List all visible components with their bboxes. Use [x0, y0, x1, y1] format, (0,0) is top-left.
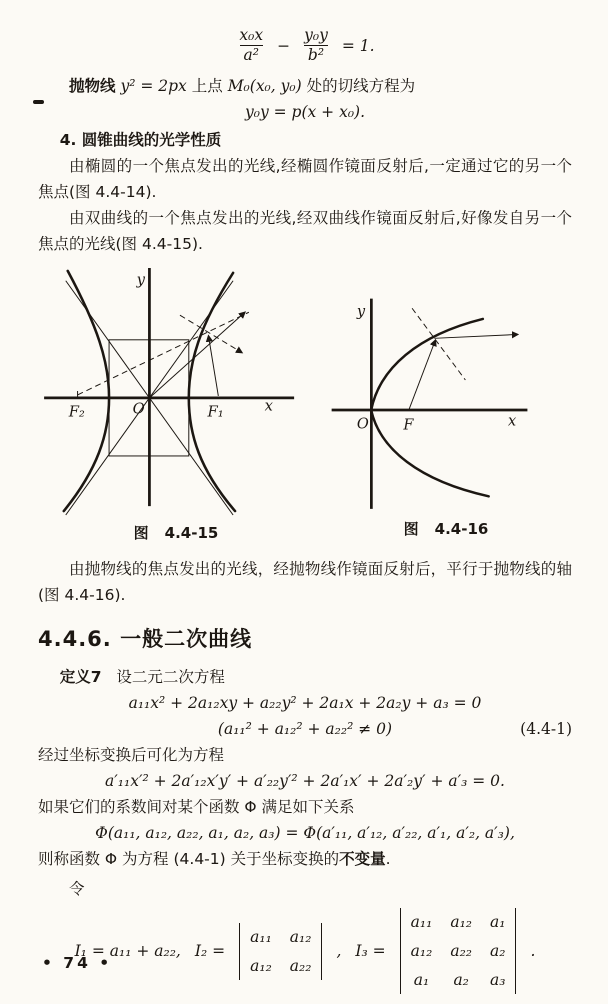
matrix-cell: a₁₂ — [450, 913, 473, 931]
figure-caption — [134, 520, 219, 546]
definition-text: 设二元二次方程 — [116, 668, 225, 686]
invariant-i1: I₁ = a₁₁ + a₂₂, — [74, 942, 181, 960]
inline-math-point: M₀(x₀, y₀) — [227, 77, 302, 95]
caption-prefix: 图 — [403, 520, 419, 538]
heading-optical-properties: 4. 圆锥曲线的光学性质 — [59, 131, 222, 149]
heading-general-quadratic: 4.4.6. 一般二次曲线 — [38, 627, 253, 651]
hyperbola-diagram — [38, 265, 314, 516]
figures-row — [38, 265, 572, 546]
matrix-cell: a₁₁ — [410, 913, 433, 931]
matrix-cell: a₁₁ — [250, 927, 272, 946]
invariant-i2-lhs: I₂ = — [194, 942, 226, 960]
paragraph-line: 焦点的光线(图 4.4-15). — [38, 235, 203, 253]
determinant-i3 — [400, 908, 517, 994]
equation-hyperbola-tangent — [38, 26, 572, 65]
equation-condition-row — [38, 716, 572, 742]
paragraph-parabola-reflection — [38, 556, 572, 608]
text-at-point: 上点 — [191, 77, 223, 95]
invariant-text-pre: 则称函数 Φ 为方程 (4.4-1) 关于坐标变换的 — [38, 850, 340, 868]
paragraph-hyperbola-reflection — [38, 205, 572, 257]
text-tangent-equation-is: 处的切线方程为 — [306, 77, 416, 95]
inline-math-parabola-eq: y² = 2px — [120, 77, 187, 95]
invariant-i3-lhs: I₃ = — [355, 942, 386, 960]
definition-label: 定义7 — [59, 668, 102, 686]
page-number: • 74 • — [42, 954, 113, 972]
invariant-text-post: . — [385, 850, 391, 868]
hyperbola-left-branch — [64, 271, 109, 511]
origin-label: O — [132, 400, 145, 418]
origin-label: O — [356, 416, 369, 433]
focus-f2-label: F₂ — [68, 403, 85, 421]
equation-condition: (a₁₁² + a₁₂² + a₂₂² ≠ 0) — [217, 720, 393, 738]
paragraph-line: 由抛物线的焦点发出的光线，经抛物线作镜面反射后，平行于抛物线的轴 — [69, 560, 572, 578]
paragraph-invariant — [38, 846, 572, 872]
paragraph-line: 由椭圆的一个焦点发出的光线,经椭圆作镜面反射后,一定通过它的另一个 — [69, 157, 572, 175]
parabola-upper-branch — [371, 319, 482, 409]
fraction-numerator: x₀x — [239, 26, 264, 44]
figure-4-4-15 — [38, 265, 314, 546]
caption-number: 4.4-16 — [434, 520, 489, 538]
caption-prefix: 图 — [133, 524, 149, 542]
invariants-definitions — [38, 908, 572, 994]
matrix-cell: a₁₂ — [289, 927, 312, 946]
incident-ray-from-f1 — [208, 336, 218, 396]
equation-general-quadratic: a₁₁x² + 2a₁₂xy + a₂₂y² + 2a₁x + 2a₂y + a₃ = 0 — [128, 694, 482, 712]
paragraph-phi-relation: 如果它们的系数间对某个函数 Φ 满足如下关系 — [38, 798, 355, 816]
matrix-cell: a₂₂ — [289, 956, 312, 975]
matrix-cell: a₁₂ — [410, 942, 433, 960]
let-label: 令 — [69, 880, 85, 898]
caption-number: 4.4-15 — [164, 524, 219, 542]
matrix-cell: a₁ — [413, 971, 430, 989]
equation-transformed: a′₁₁x′² + 2a′₁₂x′y′ + a′₂₂y′² + 2a′₁x′ + 2a′₂y′ + a′₃ = 0. — [105, 772, 505, 790]
equation-phi: Φ(a₁₁, a₁₂, a₂₂, a₁, a₂, a₃) = Φ(a′₁₁, a′₁₂, a′₂₂, a′₁, a′₂, a′₃), — [95, 824, 515, 842]
paragraph-definition-7 — [38, 664, 572, 690]
separator-period: . — [530, 942, 536, 960]
determinant-i2 — [239, 923, 322, 980]
fraction-y-term — [300, 26, 332, 65]
parabola-diagram — [320, 279, 572, 512]
fraction-x-term — [235, 26, 267, 65]
paragraph-ellipse-reflection — [38, 153, 572, 205]
paragraph-parabola-tangent — [38, 73, 572, 99]
paragraph-transform: 经过坐标变换后可化为方程 — [38, 746, 225, 764]
fraction-denominator: b² — [304, 45, 328, 65]
reflected-ray-parallel-axis — [434, 334, 517, 338]
paragraph-line: (图 4.4-16). — [38, 586, 126, 604]
matrix-cell: a₂ — [453, 971, 469, 989]
parabola-lower-branch — [371, 411, 488, 496]
matrix-cell: a₁ — [490, 913, 506, 931]
matrix-cell: a₂₂ — [450, 942, 473, 960]
matrix-cell: a₁₂ — [250, 956, 272, 975]
scan-artifact — [33, 100, 44, 104]
invariant-term: 不变量 — [339, 850, 386, 868]
figure-caption — [404, 516, 489, 542]
matrix-cell: a₂ — [490, 942, 506, 960]
focus-f1-label: F₁ — [207, 403, 224, 421]
paragraph-line: 焦点(图 4.4-14). — [38, 183, 157, 201]
minus-sign: − — [277, 36, 291, 55]
axis-label-x: x — [508, 413, 517, 430]
separator-comma: , — [336, 942, 342, 960]
matrix-cell: a₃ — [490, 971, 506, 989]
axis-label-x: x — [264, 397, 273, 415]
focus-f-label: F — [403, 417, 414, 434]
fraction-denominator: a² — [240, 45, 263, 65]
figure-4-4-16 — [320, 279, 572, 542]
equals-one: = 1. — [341, 36, 375, 55]
axis-label-y: y — [356, 304, 366, 321]
paragraph-line: 由双曲线的一个焦点发出的光线,经双曲线作镜面反射后,好像发自另一个 — [69, 209, 572, 227]
term-parabola: 抛物线 — [69, 77, 116, 95]
hyperbola-right-branch — [189, 273, 235, 511]
fraction-numerator: y₀y — [304, 26, 328, 44]
equation-parabola-tangent: y₀y = p(x + x₀). — [244, 103, 366, 121]
axis-label-y: y — [136, 271, 145, 289]
equation-number: (4.4-1) — [520, 720, 572, 738]
